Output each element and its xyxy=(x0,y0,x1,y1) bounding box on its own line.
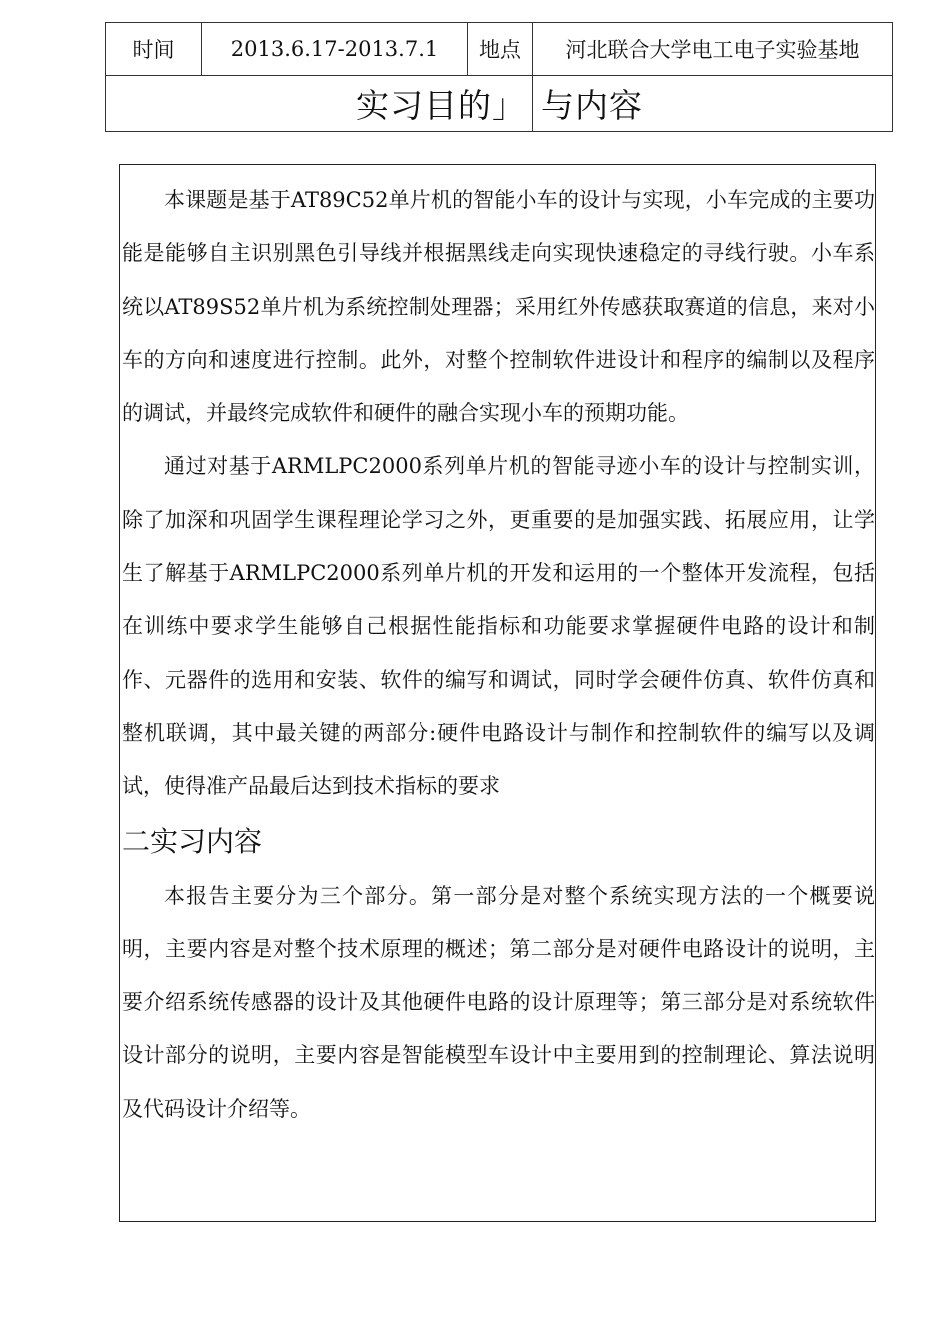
header-row-info xyxy=(106,23,893,76)
place-value: 河北联合大学电工电子实验基地 xyxy=(533,23,893,76)
time-value: 2013.6.17-2013.7.1 xyxy=(202,23,468,76)
place-label: 地点 xyxy=(468,23,533,76)
header-table xyxy=(105,22,893,132)
time-label: 时间 xyxy=(106,23,202,76)
paragraph-purpose-2: 通过对基于ARMLPC2000系列单片机的智能寻迹小车的设计与控制实训，除了加深和巩固学生课程理论学习之外，更重要的是加强实践、拓展应用，让学生了解基于ARMLPC2000系列单片机的开发和运用的一个整体开发流程，包括在训练中要求学生能够自己根据性能指标和功能要求掌握硬件电路的设计和制作、元器件的选用和安装、软件的编写和调试，同时学会硬件仿真、软件仿真和整机联调，其中最关键的两部分:硬件电路设计与制作和控制软件的编写以及调试，使得准产品最后达到技术指标的要求 xyxy=(122,454,875,799)
header-row-title xyxy=(106,76,893,132)
paragraph-content-1: 本报告主要分为三个部分。第一部分是对整个系统实现方法的一个概要说明，主要内容是对整个技术原理的概述；第二部分是对硬件电路设计的说明，主要介绍系统传感器的设计及其他硬件电路的设计原理等；第三部分是对系统软件设计部分的说明，主要内容是智能模型车设计中主要用到的控制理论、算法说明及代码设计介绍等。 xyxy=(122,883,875,1121)
section-title-left: 实习目的」 xyxy=(106,76,533,132)
section-title-right: 与内容 xyxy=(533,76,893,132)
section-heading-content: 二实习内容 xyxy=(122,824,263,858)
content-box xyxy=(119,164,876,1222)
paragraph-purpose-1: 本课题是基于AT89C52单片机的智能小车的设计与实现，小车完成的主要功能是能够自主识别黑色引导线并根据黑线走向实现快速稳定的寻线行驶。小车系统以AT89S52单片机为系统控制处理器；采用红外传感获取赛道的信息，来对小车的方向和速度进行控制。此外，对整个控制软件进设计和程序的编制以及程序的调试，并最终完成软件和硬件的融合实现小车的预期功能。 xyxy=(122,188,875,426)
